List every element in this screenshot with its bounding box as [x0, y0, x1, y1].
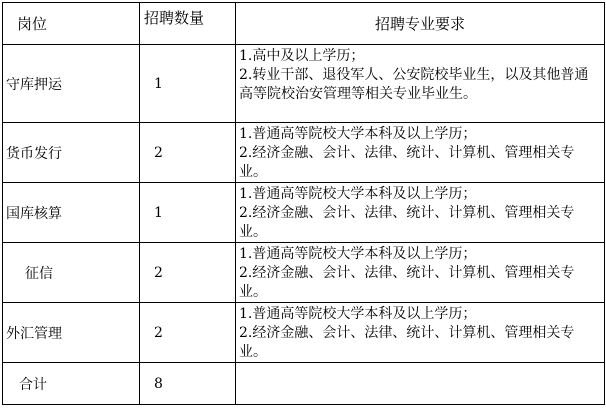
total-requirements-cell — [236, 363, 605, 405]
requirements-cell — [236, 183, 605, 243]
table-row — [3, 243, 605, 303]
position-cell: 货币发行 — [3, 123, 140, 183]
requirement-line: 2.经济金融、会计、法律、统计、计算机、管理相关专业。 — [239, 205, 575, 240]
requirement-line: 1.普通高等院校大学本科及以上学历； — [239, 186, 477, 202]
header-requirements: 招聘专业要求 — [236, 3, 605, 45]
count-cell: 1 — [140, 183, 236, 243]
requirement-line: 1.高中及以上学历； — [239, 48, 365, 64]
table-row — [3, 123, 605, 183]
count-cell: 2 — [140, 243, 236, 303]
total-row — [3, 363, 605, 405]
header-count: 招聘数量 — [140, 3, 236, 45]
requirement-line: 1.普通高等院校大学本科及以上学历； — [239, 126, 477, 142]
total-label: 合计 — [3, 363, 140, 405]
table-row — [3, 303, 605, 363]
recruitment-table — [2, 2, 605, 405]
requirement-line: 1.普通高等院校大学本科及以上学历； — [239, 246, 477, 262]
requirement-line: 2.经济金融、会计、法律、统计、计算机、管理相关专业。 — [239, 145, 575, 180]
requirements-cell — [236, 243, 605, 303]
requirement-line: 1.普通高等院校大学本科及以上学历； — [239, 306, 477, 322]
position-cell: 外汇管理 — [3, 303, 140, 363]
requirement-line: 2.转业干部、退役军人、公安院校毕业生，以及其他普通高等院校治安管理等相关专业毕业生。 — [239, 67, 589, 102]
requirements-cell — [236, 45, 605, 123]
table-row — [3, 45, 605, 123]
position-cell: 征信 — [3, 243, 140, 303]
total-count: 8 — [140, 363, 236, 405]
requirement-line: 2.经济金融、会计、法律、统计、计算机、管理相关专业。 — [239, 325, 575, 360]
requirement-line: 2.经济金融、会计、法律、统计、计算机、管理相关专业。 — [239, 265, 575, 300]
position-cell: 守库押运 — [3, 45, 140, 123]
table-header-row — [3, 3, 605, 45]
count-cell: 1 — [140, 45, 236, 123]
count-cell: 2 — [140, 123, 236, 183]
header-position: 岗位 — [3, 3, 140, 45]
position-cell: 国库核算 — [3, 183, 140, 243]
requirements-cell — [236, 123, 605, 183]
table-row — [3, 183, 605, 243]
count-cell: 2 — [140, 303, 236, 363]
requirements-cell — [236, 303, 605, 363]
